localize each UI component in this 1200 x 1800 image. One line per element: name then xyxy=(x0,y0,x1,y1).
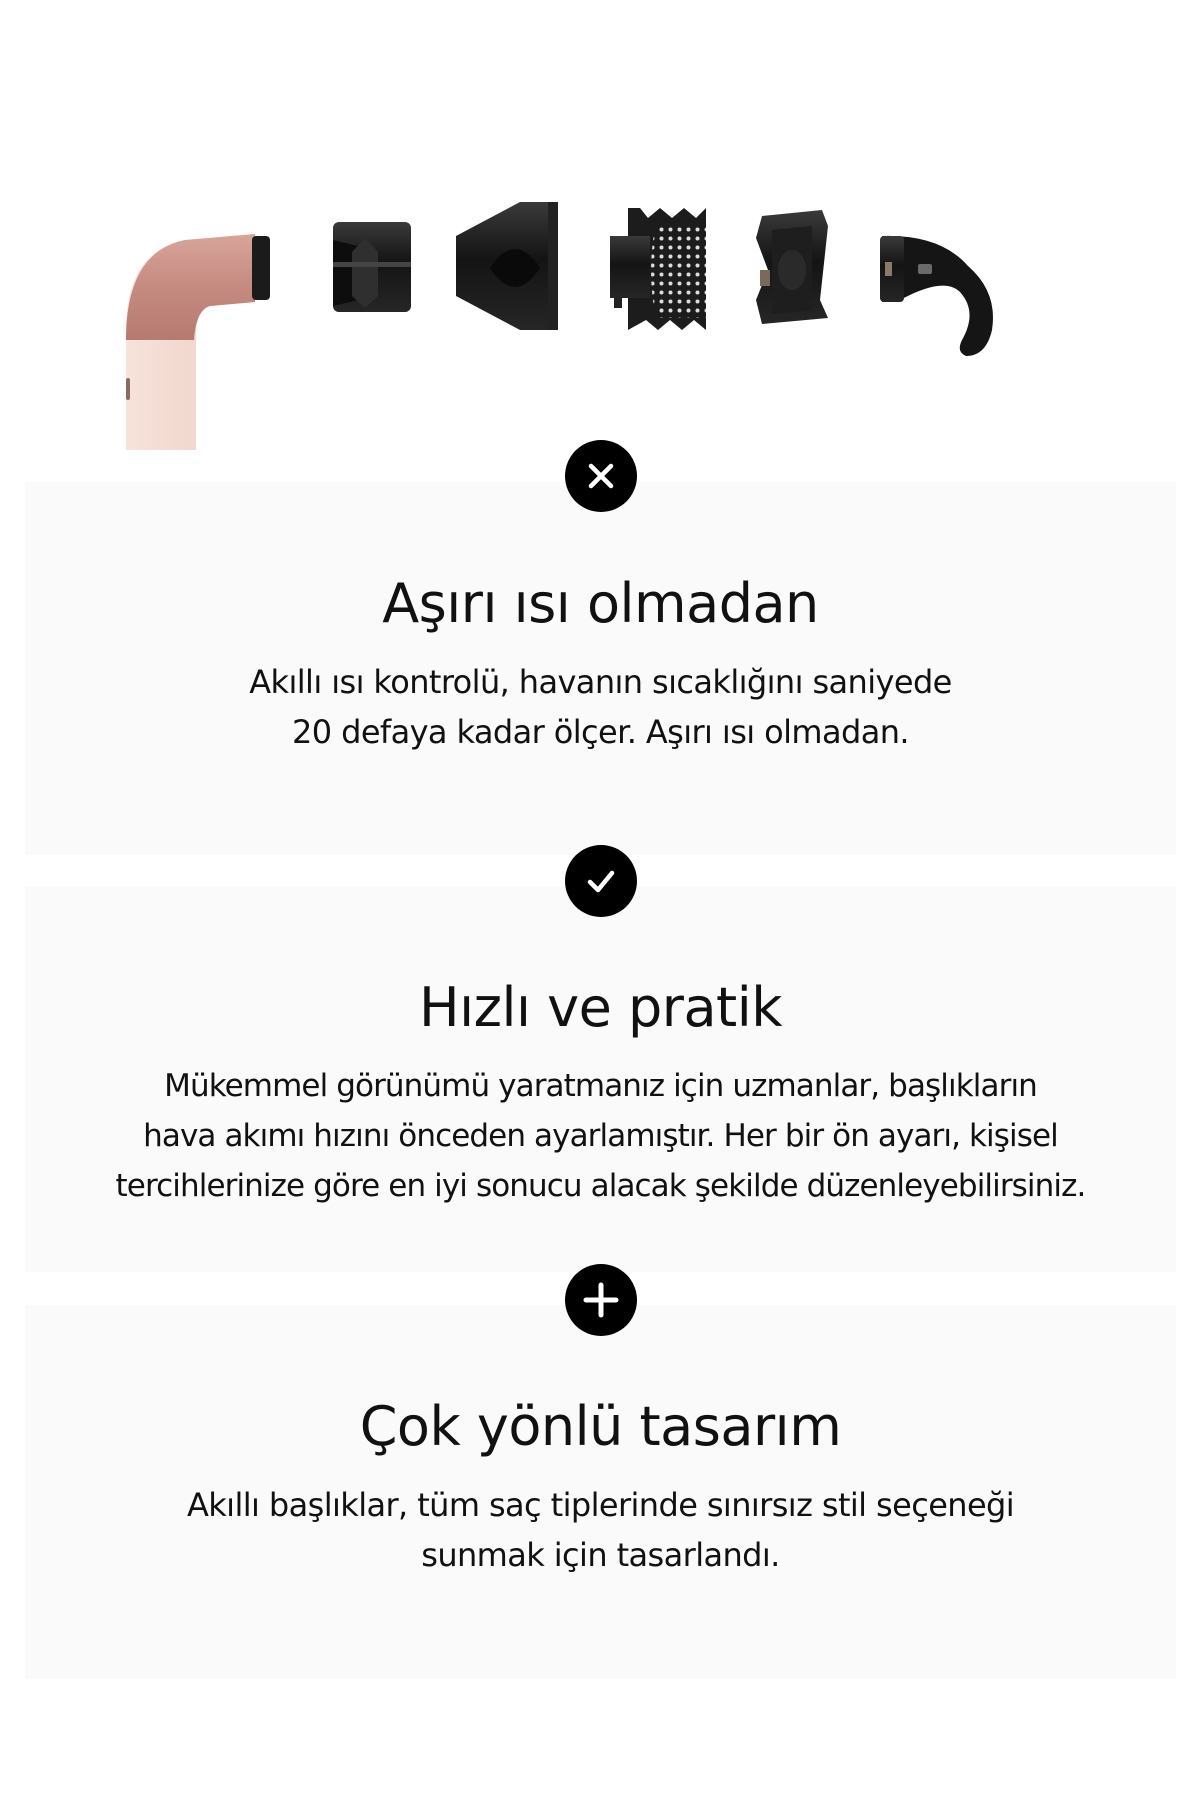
gentle-air-attachment xyxy=(756,210,828,324)
feature-description-line: sunmak için tasarlandı. xyxy=(421,1536,780,1574)
feature-card-fast-and-practical xyxy=(25,886,1176,1272)
feature-description-line: tercihlerinize göre en iyi sonucu alacak şekilde düzenleyebilirsiniz. xyxy=(115,1168,1086,1204)
check-icon xyxy=(565,845,637,917)
feature-description-line: hava akımı hızını önceden ayarlamıştır. Her bir ön ayarı, kişisel xyxy=(143,1118,1058,1154)
feature-description xyxy=(25,657,1176,757)
feature-title: Çok yönlü tasarım xyxy=(359,1395,842,1458)
close-icon xyxy=(565,440,637,512)
feature-description xyxy=(25,1061,1176,1211)
feature-title: Hızlı ve pratik xyxy=(419,976,782,1039)
feature-description xyxy=(25,1480,1176,1580)
feature-title: Aşırı ısı olmadan xyxy=(382,572,819,635)
smoothing-nozzle xyxy=(456,202,558,330)
feature-description-line: Mükemmel görünümü yaratmanız için uzmanlar, başlıkların xyxy=(164,1068,1037,1104)
plus-icon xyxy=(565,1264,637,1336)
wide-tooth-comb-attachment xyxy=(610,208,706,330)
feature-card-no-extreme-heat xyxy=(25,482,1176,855)
diffuser-attachment xyxy=(333,222,411,312)
feature-description-line: 20 defaya kadar ölçer. Aşırı ısı olmadan. xyxy=(292,713,909,751)
hair-dryer-attachments-illustration xyxy=(0,0,1200,460)
dryer-body xyxy=(126,234,270,450)
feature-card-versatile-design xyxy=(25,1305,1176,1679)
feature-description-line: Akıllı başlıklar, tüm saç tiplerinde sınırsız stil seçeneği xyxy=(186,1486,1015,1524)
product-hero-image xyxy=(0,0,1200,460)
flyaway-hook-attachment xyxy=(880,236,993,356)
feature-description-line: Akıllı ısı kontrolü, havanın sıcaklığını saniyede xyxy=(249,663,952,701)
